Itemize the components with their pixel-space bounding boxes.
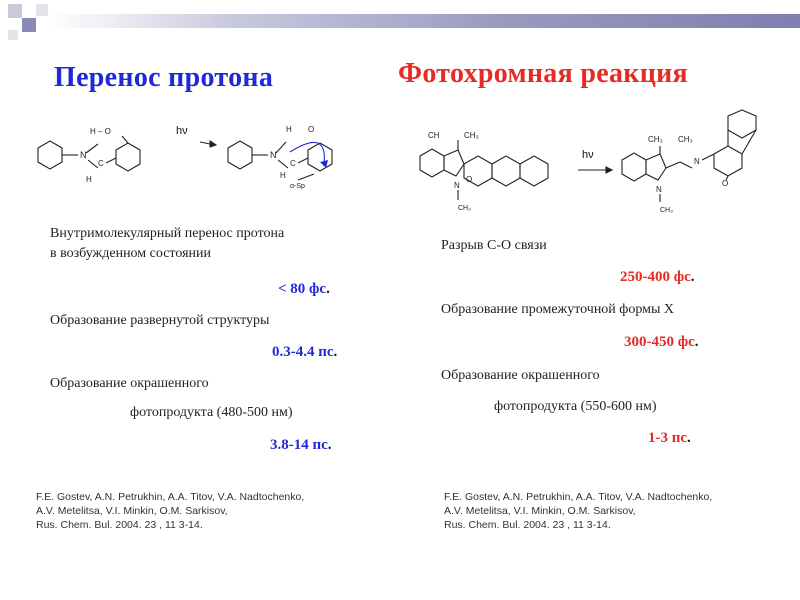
benzene-ring [228,141,252,169]
svg-text:H – O: H – O [90,127,111,136]
svg-text:CH₃: CH₃ [678,135,693,144]
right-line-4: фотопродукта (550-600 нм) [494,399,657,414]
svg-text:O: O [308,125,315,134]
decor-square [8,30,18,40]
left-reference-line: Rus. Chem. Bul. 2004. 23 , 11 3-14. [36,519,203,531]
header-decoration [0,0,800,46]
left-value-2: 0.3-4.4 пс. [272,344,338,360]
svg-text:CH₃: CH₃ [458,205,471,212]
decor-square [8,4,22,18]
decor-square [36,4,48,16]
left-value-1: < 80 фс. [278,281,330,297]
benzene-ring [116,143,140,171]
right-value-3: 1-3 пс. [648,430,691,446]
proton-transfer-scheme [28,118,373,198]
svg-text:CH₃: CH₃ [648,135,663,144]
right-line-2: Образование промежуточной формы Х [441,302,675,317]
svg-text:H: H [86,175,92,184]
benzene-ring [308,143,332,171]
benzene-ring [38,141,62,169]
right-line-1: Разрыв С-О связи [441,238,547,253]
left-title: Перенос протона [54,62,274,93]
left-reference-line: A.V. Metelitsa, V.I. Minkin, O.M. Sarkisov, [36,505,228,517]
right-value-3-text: 1-3 пс [648,430,688,446]
svg-text:O: O [466,175,473,184]
svg-text:CH: CH [428,131,440,140]
left-value-1-text: < 80 фс [278,281,327,297]
left-line-1: Внутримолекулярный перенос протона [50,226,285,241]
left-reference [36,490,304,532]
svg-text:N: N [270,150,277,160]
svg-text:H: H [280,171,286,180]
right-reference-line: F.E. Gostev, A.N. Petrukhin, A.A. Titov, V.A. Nadtochenko, [444,491,713,503]
right-value-1-text: 250-400 фс [620,269,691,285]
svg-text:N: N [454,181,460,190]
hv-label-left: hν [176,125,188,137]
hv-label-right: hν [582,149,594,161]
benzene-ring [420,149,444,177]
right-value-2: 300-450 фс. [624,334,699,350]
svg-text:N: N [80,150,87,160]
left-value-2-text: 0.3-4.4 пс [272,344,334,360]
right-reference-line: A.V. Metelitsa, V.I. Minkin, O.M. Sarkisov, [444,505,636,517]
svg-text:N: N [694,157,700,166]
benzene-ring [728,110,756,138]
svg-text:C: C [98,159,104,168]
decor-square [22,18,36,32]
header-gradient-bar [48,14,800,28]
photochromic-scheme [410,108,780,216]
right-value-1: 250-400 фс. [620,269,695,285]
left-value-3-text: 3.8-14 пс [270,437,328,453]
benzene-ring [622,153,646,181]
benzene-ring [520,156,548,186]
left-line-5: фотопродукта (480-500 нм) [130,405,293,420]
right-value-2-text: 300-450 фс [624,334,695,350]
right-title: Фотохромная реакция [398,58,689,89]
svg-text:O: O [722,179,729,188]
left-line-3: Образование развернутой структуры [50,313,270,328]
svg-text:α-Sp: α-Sp [290,183,305,190]
svg-text:N: N [656,185,662,194]
svg-text:C: C [290,159,296,168]
left-line-4: Образование окрашенного [50,376,209,391]
svg-text:H: H [286,125,292,134]
left-reference-line: F.E. Gostev, A.N. Petrukhin, A.A. Titov, V.A. Nadtochenko, [36,491,305,503]
left-value-3: 3.8-14 пс. [270,437,332,453]
right-reference [444,490,712,532]
svg-text:CH₃: CH₃ [660,207,673,214]
right-line-3: Образование окрашенного [441,368,600,383]
benzene-ring [492,156,520,186]
svg-text:CH₃: CH₃ [464,131,479,140]
right-reference-line: Rus. Chem. Bul. 2004. 23 , 11 3-14. [444,519,611,531]
left-line-2: в возбужденном состоянии [50,246,212,261]
